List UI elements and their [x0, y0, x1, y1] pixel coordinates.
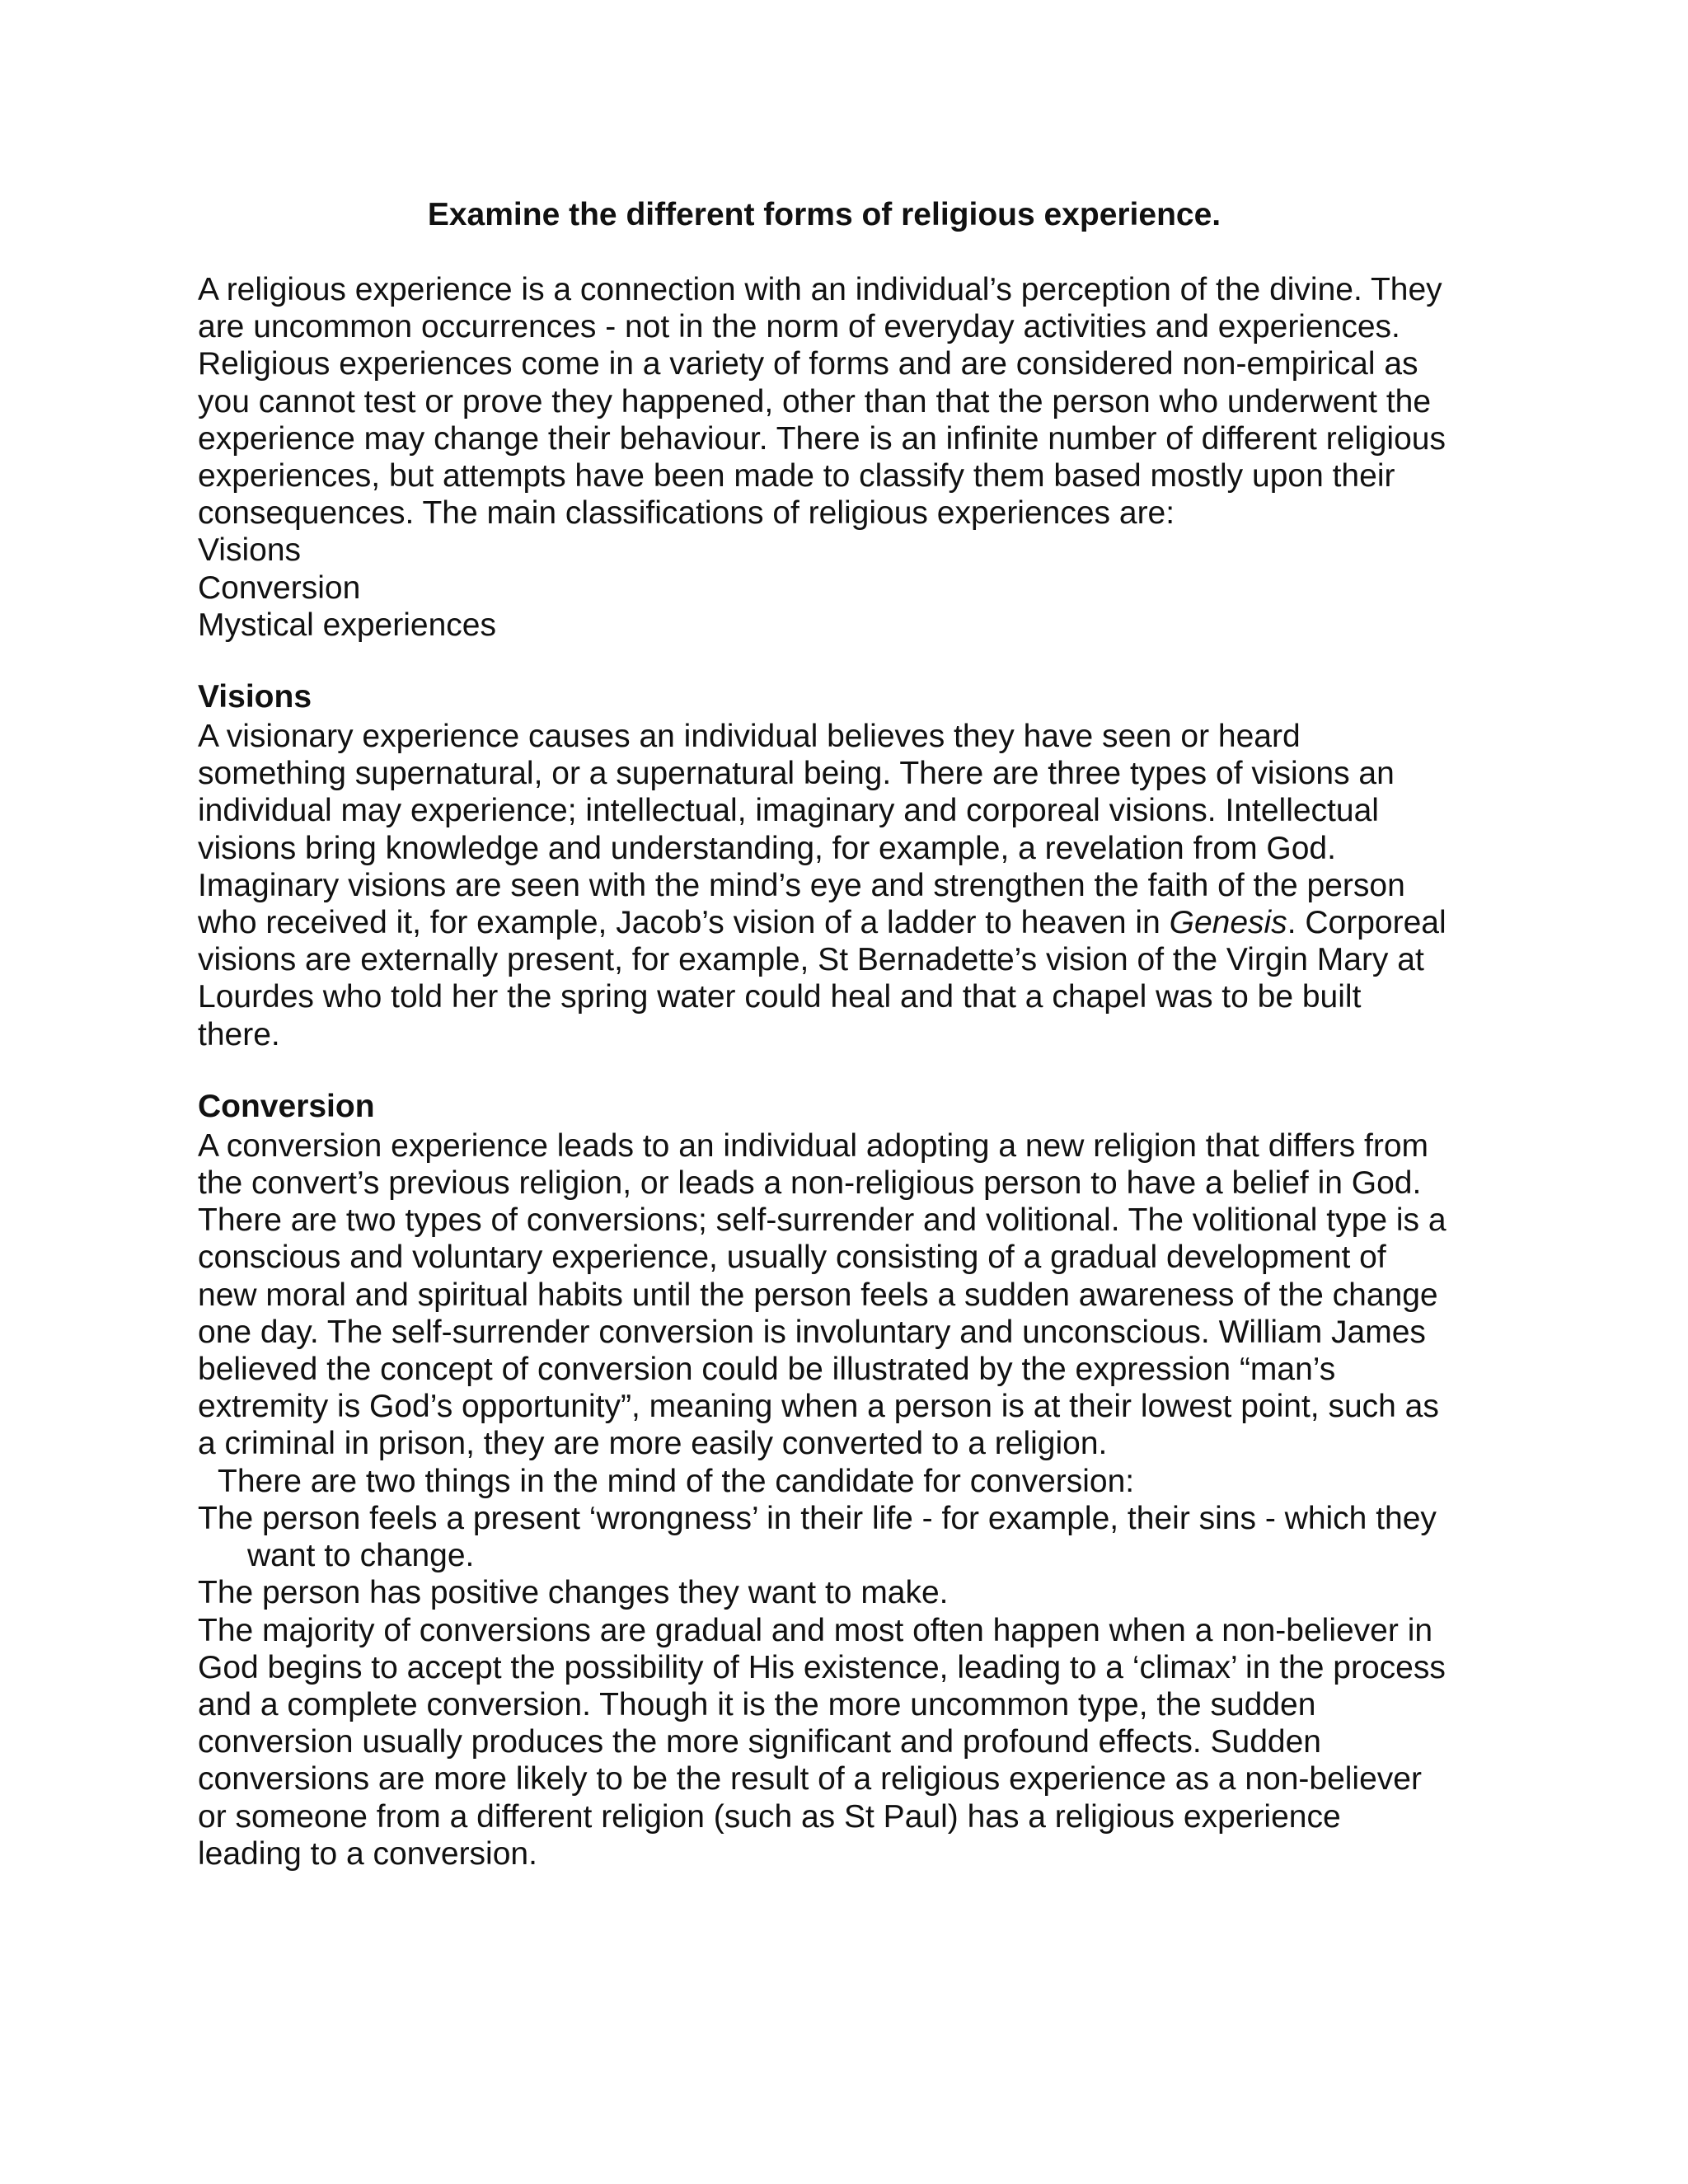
visions-line: there. — [198, 1016, 280, 1052]
classification-item: Mystical experiences — [198, 607, 496, 643]
closing-line: conversion usually produces the more significant and profound effects. Sudden — [198, 1724, 1321, 1760]
visions-line: A visionary experience causes an individual believes they have seen or heard — [198, 719, 1301, 755]
closing-line: conversions are more likely to be the result of a religious experience as a non-believer — [198, 1761, 1422, 1797]
conversion-line: A conversion experience leads to an individual adopting a new religion that differs from — [198, 1127, 1429, 1164]
closing-line: leading to a conversion. — [198, 1835, 537, 1872]
closing-line: God begins to accept the possibility of His existence, leading to a ‘climax’ in the process — [198, 1649, 1446, 1685]
closing-line: and a complete conversion. Though it is the more uncommon type, the sudden — [198, 1686, 1316, 1722]
candidate-point-1: The person feels a present ‘wrongness’ in their life - for example, their sins - which they — [198, 1500, 1437, 1536]
intro-line: experiences, but attempts have been made to classify them based mostly upon their — [198, 458, 1395, 494]
conversion-paragraph — [198, 1127, 1533, 1872]
visions-line: visions bring knowledge and understanding, for example, a revelation from God. — [198, 830, 1336, 866]
visions-line: something supernatural, or a supernatural being. There are three types of visions an — [198, 756, 1395, 792]
intro-line: consequences. The main classifications of religious experiences are: — [198, 495, 1175, 532]
genesis-italic: Genesis — [1169, 905, 1287, 941]
intro-line: A religious experience is a connection with an individual’s perception of the divine. They — [198, 272, 1442, 307]
candidate-point-1-continued: want to change. — [247, 1538, 475, 1574]
classification-item: Visions — [198, 532, 302, 569]
candidate-point-2: The person has positive changes they want to make. — [198, 1575, 949, 1611]
spacer — [198, 233, 1533, 271]
visions-line: visions are externally present, for example, St Bernadette’s vision of the Virgin Mary at — [198, 942, 1424, 978]
visions-paragraph — [198, 718, 1533, 1053]
visions-line-text: who received it, for example, Jacob’s vision of a ladder to heaven in — [198, 905, 1170, 941]
conversion-line: There are two types of conversions; self-surrender and volitional. The volitional type is a — [198, 1202, 1447, 1239]
candidate-intro: There are two things in the mind of the candidate for conversion: — [218, 1463, 1135, 1499]
intro-paragraph — [198, 271, 1533, 644]
conversion-line: extremity is God’s opportunity”, meaning when a person is at their lowest point, such as — [198, 1389, 1439, 1425]
page-title: Examine the different forms of religious experience. — [427, 197, 1221, 232]
conversion-line: new moral and spiritual habits until the person feels a sudden awareness of the change — [198, 1277, 1438, 1313]
visions-line: Lourdes who told her the spring water could heal and that a chapel was to be built — [198, 979, 1362, 1015]
conversion-line: one day. The self-surrender conversion is involuntary and unconscious. William James — [198, 1314, 1426, 1350]
visions-line: Imaginary visions are seen with the mind’s eye and strengthen the faith of the person — [198, 867, 1405, 903]
conversion-heading: Conversion — [198, 1088, 375, 1124]
conversion-line: a criminal in prison, they are more easily converted to a religion. — [198, 1426, 1108, 1462]
visions-line: individual may experience; intellectual, imaginary and corporeal visions. Intellectual — [198, 793, 1379, 829]
visions-line-genesis — [198, 904, 1533, 941]
classification-item: Conversion — [198, 569, 361, 606]
conversion-line: the convert’s previous religion, or leads a non-religious person to have a belief in God. — [198, 1165, 1422, 1202]
closing-line: or someone from a different religion (such as St Paul) has a religious experience — [198, 1798, 1341, 1835]
intro-line: you cannot test or prove they happened, other than that the person who underwent the — [198, 383, 1432, 419]
visions-heading: Visions — [198, 679, 312, 715]
spacer — [198, 1053, 1533, 1086]
intro-line: Religious experiences come in a variety of forms and are considered non-empirical as — [198, 346, 1418, 382]
closing-line: The majority of conversions are gradual and most often happen when a non-believer in — [198, 1612, 1433, 1648]
visions-line-text: . Corporeal — [1287, 905, 1447, 941]
spacer — [198, 644, 1533, 677]
intro-line: are uncommon occurrences - not in the norm of everyday activities and experiences. — [198, 309, 1400, 345]
conversion-line: believed the concept of conversion could be illustrated by the expression “man’s — [198, 1352, 1336, 1388]
document-page — [198, 196, 1533, 1872]
intro-line: experience may change their behaviour. There is an infinite number of different religious — [198, 420, 1446, 457]
conversion-line: conscious and voluntary experience, usually consisting of a gradual development of — [198, 1240, 1386, 1276]
